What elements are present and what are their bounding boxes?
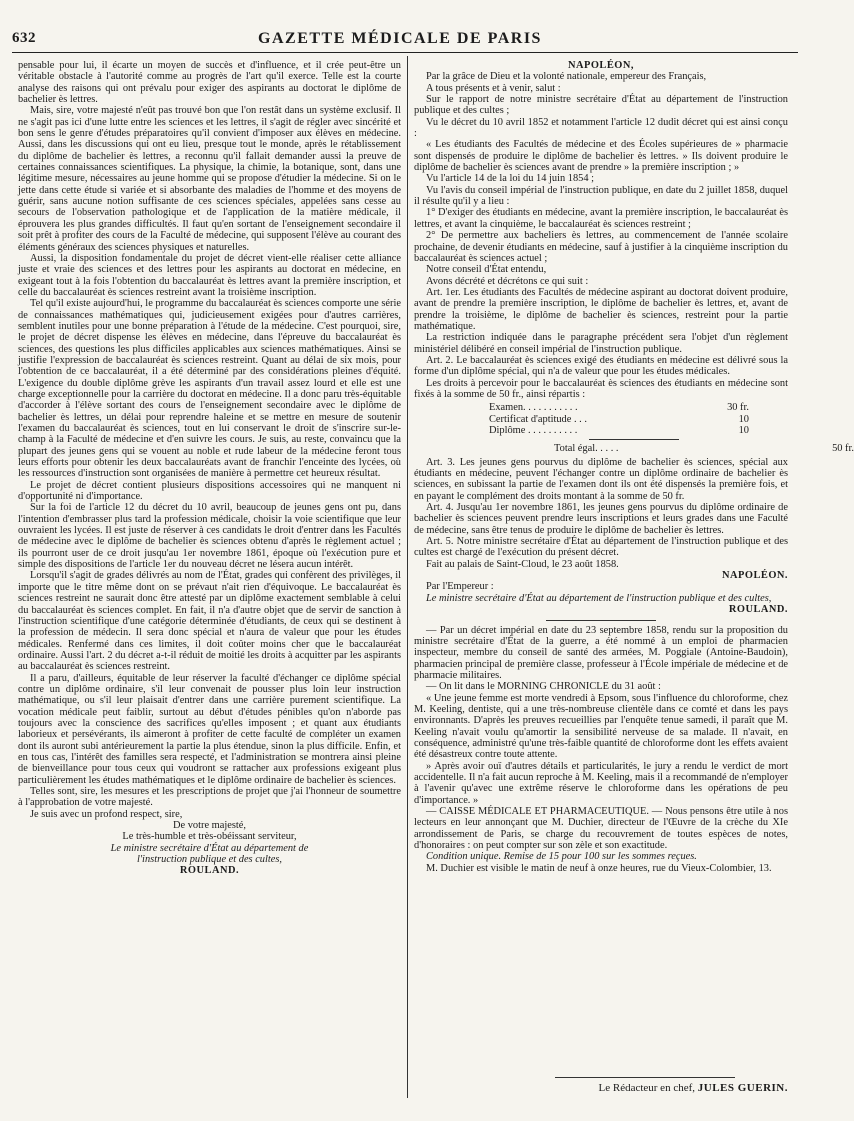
paragraph: Art. 1er. Les étudiants des Facultés de médecine aspirant au doctorat doivent produire, avant de prendre la première inscription, le diplôme de bachelier ès lettres, et, avant de prendre la troisième, le diplôme de bachelier ès sciences, restreint pour la partie mathématique. xyxy=(414,286,788,332)
header-rule xyxy=(12,52,798,53)
fee-label: Certificat d'aptitude . . . xyxy=(489,413,587,425)
signature-line: Le ministre secrétaire d'État au département de xyxy=(110,842,309,854)
fee-table xyxy=(414,402,854,455)
signature-line: De votre majesté, xyxy=(173,820,246,832)
paragraph: La restriction indiquée dans le paragraphe précédent sera l'objet d'un règlement ministériel délibéré en conseil impérial de l'instruction publique. xyxy=(414,332,788,355)
left-column xyxy=(18,60,401,877)
paragraph: Par la grâce de Dieu et la volonté nationale, empereur des Français, xyxy=(426,71,707,83)
fee-label: Examen. . . . . . . . . . . xyxy=(489,402,578,414)
signature-name: NAPOLÉON. xyxy=(722,570,788,582)
paragraph: Par l'Empereur : xyxy=(426,581,494,593)
fee-total-rule xyxy=(589,439,679,440)
fee-label: Diplôme . . . . . . . . . . xyxy=(489,425,578,436)
fee-value: 10 xyxy=(738,413,749,425)
fee-total-value: 50 fr. xyxy=(832,443,854,455)
paragraph: Vu l'avis du conseil impérial de l'instruction publique, en date du 2 juillet 1858, duquel il résulte qu'il y a lieu : xyxy=(414,184,788,208)
fee-total-row xyxy=(554,443,854,454)
paragraph: Tel qu'il existe aujourd'hui, le programme du baccalauréat ès sciences comporte une série de connaissances mathématiques qui, judicieusement exigées pour d'autres carrières, semblent inutiles pour une bonne préparation à l'étude de la médecine. C'est pourquoi, sire, le projet de décret dispense les élèves en médecine, dans l'épreuve du baccalauréat ès sciences, des questions les plus difficiles applicables aux sciences mathématiques. Ainsi se justifie l'expression de baccalauréat ès sciences restreint. Quant au délai de six mois, pour l'obtention de ce baccalauréat, il a été déterminé par des considérations pleines d'équité. L'exigence du double diplôme grève les aspirants d'un travail assez lourd et elle est une charge exceptionnelle pour la carrière du doctorat en médecine. Il a donc paru très-équitable d'accorder à l'élève sortant des cours de l'enseignement secondaire avec le diplôme de bachelier ès lettres, un délai pour reprendre haleine et se mettre en mesure de soutenir l'examen du baccalauréat ès sciences, tout en lui conservant le droit de s'inscrire sur-le-champ à la Faculté de médecine et d'en suivre les cours. Je suis, au reste, convaincu que la plupart des jeunes gens qui se vouent au noble et rude labeur de la médecine feront tous leurs efforts pour obtenir les deux baccalauréats avant de franchir l'enceinte des lycées, où les ressources d'instruction sont organisées de manière à permettre cet heureux résultat. xyxy=(18,298,401,480)
fee-total-label: Total égal. . . . . xyxy=(554,443,619,455)
quote-paragraph: « Une jeune femme est morte vendredi à Epsom, sous l'influence du chloroforme, chez M. Keeling, dentiste, qui a une très-nombreuse clientèle dans ce comté et dans les pays environnants. D'après les preuves recueillies par l'enquête tenue samedi, il paraît que M. Keeling n'avait voulu qu'amortir la sensibilité nerveuse de sa malade. Il n'avait, en conséquence, administré qu'une très-faible quantité de chloroforme dont les effets avaient été désastreux contre toute attente. xyxy=(414,692,788,761)
paragraph: Art. 3. Les jeunes gens pourvus du diplôme de bachelier ès sciences, spécial aux étudiants en médecine, peuvent l'échanger contre un diplôme ordinaire de bachelier ès sciences, en subissant la partie de l'examen dont ils ont été dispensés la première fois, et en payant le complément des droits montant à la somme de 50 fr. xyxy=(414,456,788,502)
paragraph: Le ministre secrétaire d'État au département de l'instruction publique et des cultes, xyxy=(426,592,772,604)
editor-signature xyxy=(414,1082,788,1094)
paragraph: Avons décrété et décrétons ce qui suit : xyxy=(426,275,589,287)
paragraph: Le projet de décret contient plusieurs dispositions accessoires qui ne manquent ni d'opportunité ni d'importance. xyxy=(18,479,401,503)
paragraph: Notre conseil d'État entendu, xyxy=(426,264,547,276)
paragraph: Les droits à percevoir pour le baccalauréat ès sciences des étudiants en médecine sont fixés à la somme de 50 fr., ainsi répartis : xyxy=(414,377,788,400)
paragraph: Condition unique. Remise de 15 pour 100 sur les sommes reçues. xyxy=(426,851,697,863)
paragraph: Art. 4. Jusqu'au 1er novembre 1861, les jeunes gens pourvus du diplôme ordinaire de bachelier ès sciences peuvent prendre leurs inscriptions et leurs grades dans une Faculté de médecine, sans être tenus de produire le diplôme de bachelier ès lettres. xyxy=(414,502,788,536)
paragraph: Sur la foi de l'article 12 du décret du 10 avril, beaucoup de jeunes gens ont pu, dans l'intention d'embrasser plus tard la profession médicale, choisir la voie scientifique que leur ouvraient les lycées. Il est juste de réserver à ces candidats le droit d'entrer dans les Facultés de médecine avec le diplôme de bachelier ès sciences obtenu d'après le règlement actuel ; ils pourront user de ce droit jusqu'au 1er novembre 1861, époque où l'exécution pure et simple des dispositions de l'article 1er du nouveau décret ne lésera aucun intérêt. xyxy=(18,502,401,571)
fee-row xyxy=(489,402,749,413)
paragraph: M. Duchier est visible le matin de neuf à onze heures, rue du Vieux-Colombier, 13. xyxy=(426,862,772,874)
fee-row xyxy=(489,425,749,436)
paragraph: Mais, sire, votre majesté n'eût pas trouvé bon que l'on restât dans un système exclusif. Il ne s'agit pas ici d'une lutte entre les sciences et les lettres, il s'agit de régler avec sincérité et bon sens le genre d'études préparatoires qu'il convient d'imposer aux élèves en médecine. Aussi, dans les discussions qui ont eu lieu, presque tout le monde, après le rétablissement du diplôme de bachelier ès lettres, a reconnu qu'il fallait demander aussi la preuve de certaines connaissances scientifiques. La physique, la chimie, la botanique, sont, dans une légitime mesure, nécessaires au jeune homme qui se propose d'étudier la médecine. Si on le jette dans cette étude si variée et si absorbante des maladies de l'homme et des moyens de guérir, sans aucune notion suffisante de ces sciences spéciales, appelées sans cesse au secours de l'observation pathologique et de l'application de la matière médicale, il éprouvera les plus grandes difficultés. Il faut qu'en sortant de l'enseignement secondaire il soit prêt à profiter des cours de la Faculté de médecine, qui supposent l'élève au courant des éléments généraux des sciences physiques et naturelles. xyxy=(18,105,401,253)
section-separator xyxy=(546,620,656,621)
quote-paragraph: » Après avoir ouï d'autres détails et particularités, le jury a rendu le verdict de mort accidentelle. Il n'a fait aucun reproche à M. Keeling, mais il a recommandé de n'employer à l'avenir qu'avec une extrême réserve le chloroforme dans les opérations de peu d'importance. » xyxy=(414,760,788,806)
paragraph: Vu le décret du 10 avril 1852 et notamment l'article 12 dudit décret qui est ainsi conçu : xyxy=(414,116,788,140)
editor-label: Le Rédacteur en chef, xyxy=(598,1082,695,1094)
signature-line: Le très-humble et très-obéissant serviteur, xyxy=(122,831,297,843)
paragraph: A tous présents et à venir, salut : xyxy=(426,82,561,94)
paragraph: 2° De permettre aux bacheliers ès lettres, au commencement de l'année scolaire prochaine, de devenir étudiants en médecine, sauf à justifier à la cinquième inscription du baccalauréat ès sciences actuel ; xyxy=(414,230,788,264)
paragraph: Telles sont, sire, les mesures et les prescriptions de projet que j'ai l'honneur de soumettre à l'approbation de votre majesté. xyxy=(18,786,401,809)
decree-heading: NAPOLÉON, xyxy=(568,60,634,71)
paragraph: Art. 2. Le baccalauréat ès sciences exigé des étudiants en médecine est délivré sous la forme d'un diplôme spécial, qui n'a de valeur que pour les études médicales. xyxy=(414,354,788,378)
fee-value: 30 fr. xyxy=(727,402,749,414)
signature-name: ROULAND. xyxy=(728,604,788,616)
news-item: — On lit dans le MORNING CHRONICLE du 31 août : xyxy=(426,681,661,693)
paragraph: Art. 5. Notre ministre secrétaire d'État au département de l'instruction publique et des cultes est chargé de l'exécution du présent décret. xyxy=(414,536,788,559)
fee-value: 10 xyxy=(738,425,749,436)
paragraph: 1° D'exiger des étudiants en médecine, avant la première inscription, le baccalauréat ès lettres, et avant la cinquième, le baccalauréat ès sciences restreint ; xyxy=(414,207,788,230)
news-item: — CAISSE MÉDICALE ET PHARMACEUTIQUE. — Nous pensons être utile à nos lecteurs en leur annonçant que M. Duchier, directeur de l'Œuvre de la crèche du XIe arrondissement de Paris, se charge du recouvrement de toutes espèces de notes, d'honoraires : on peut compter sur son zèle et son exactitude. xyxy=(414,806,788,852)
paragraph: « Les étudiants des Facultés de médecine et des Écoles supérieures de » pharmacie sont dispensés de produire le diplôme de bachelier ès lettres. » Ils doivent produire le diplôme de bachelier ès sciences avant de prendre » la première inscription ; » xyxy=(414,139,788,174)
page-number: 632 xyxy=(12,30,36,46)
paragraph: Lorsqu'il s'agit de grades délivrés au nom de l'État, grades qui confèrent des privilèges, il importe que le titre même dont on se prévaut n'ait rien d'équivoque. Le baccalauréat ès sciences restreint ne saurait donc être attesté par un diplôme exactement semblable à celui du baccalauréat ès sciences complet. En fait, il n'a d'autre objet que de servir de sanction à l'instruction scientifique d'une catégorie déterminée d'étudiants, de ceux qui se destinent à la profession de médecin. Il sera donc spécial et n'aura de valeur que pour les études médicales. Renfermé dans ces limites, il doit coûter moins cher que le baccalauréat ordinaire. Aussi l'art. 2 du décret a-t-il réduit de moitié les droits à acquitter par les aspirants au baccalauréat ès sciences restreint. xyxy=(18,570,401,673)
editor-name: JULES GUERIN. xyxy=(697,1082,788,1094)
news-item: — Par un décret impérial en date du 23 septembre 1858, rendu sur la proposition du ministre secrétaire d'État de la guerre, a été nommé à un emploi de pharmacien inspecteur, membre du conseil de santé des armées, M. Poggiale (Antoine-Baudoin), pharmacien principal de première classe, professeur à l'École impériale de médecine et de pharmacie militaires. xyxy=(414,624,788,681)
editor-rule xyxy=(555,1077,735,1078)
paragraph: Vu l'article 14 de la loi du 14 juin 1854 ; xyxy=(426,173,595,185)
signature-line: l'instruction publique et des cultes, xyxy=(136,854,283,866)
paragraph: Fait au palais de Saint-Cloud, le 23 août 1858. xyxy=(426,558,619,570)
fee-row xyxy=(489,414,749,425)
signature-name: ROULAND. xyxy=(179,865,240,877)
paragraph: Aussi, la disposition fondamentale du projet de décret vient-elle réaliser cette alliance juste et vraie des sciences et des lettres pour les aspirants au doctorat en médecine, en exigeant tout à la fois l'obtention du baccalauréat ès lettres avant la première inscription, et celle du baccalauréat ès sciences restreint avant la troisième inscription. xyxy=(18,252,401,298)
column-divider xyxy=(407,56,408,1098)
paragraph: Je suis avec un profond respect, sire, xyxy=(30,808,183,820)
paragraph: Il a paru, d'ailleurs, équitable de leur réserver la faculté d'échanger ce diplôme spécial contre un diplôme ordinaire, s'il leur convenait de pousser plus loin leur instruction mathématique, ou s'il leur plaisait d'entrer dans une carrière purement scientifique. La vocation médicale peut faiblir, surtout au début d'études pénibles qu'on n'aborde pas toujours avec la conscience des sacrifices qu'elles imposent ; et quant aux étudiants laborieux et persévérants, ils aimeront à profiter de cette faculté de compléter un examen dont ils auront subi antérieurement la partie la plus étendue, sinon la plus difficile. Enfin, et en tous cas, l'intérêt des familles sera respecté, et l'administration se montrera ainsi pleine de bienveillance pour tous ceux qui voudront se rattacher aux professions exigeant plus particulièrement les études mathématiques et le diplôme ordinaire de bachelier ès sciences. xyxy=(18,672,401,786)
paragraph: pensable pour lui, il écarte un moyen de succès et d'influence, et il crée peut-être un véritable obstacle à l'autorité comme au progrès de l'art qu'il exerce. Telle est la courte analyse des raisons qui ont prévalu pour exiger des aspirants au doctorat le diplôme de bachelier ès lettres. xyxy=(18,60,401,106)
running-title: GAZETTE MÉDICALE DE PARIS xyxy=(258,30,542,47)
right-column xyxy=(414,60,854,874)
paragraph: Sur le rapport de notre ministre secrétaire d'État au département de l'instruction publique et des cultes ; xyxy=(414,94,788,117)
